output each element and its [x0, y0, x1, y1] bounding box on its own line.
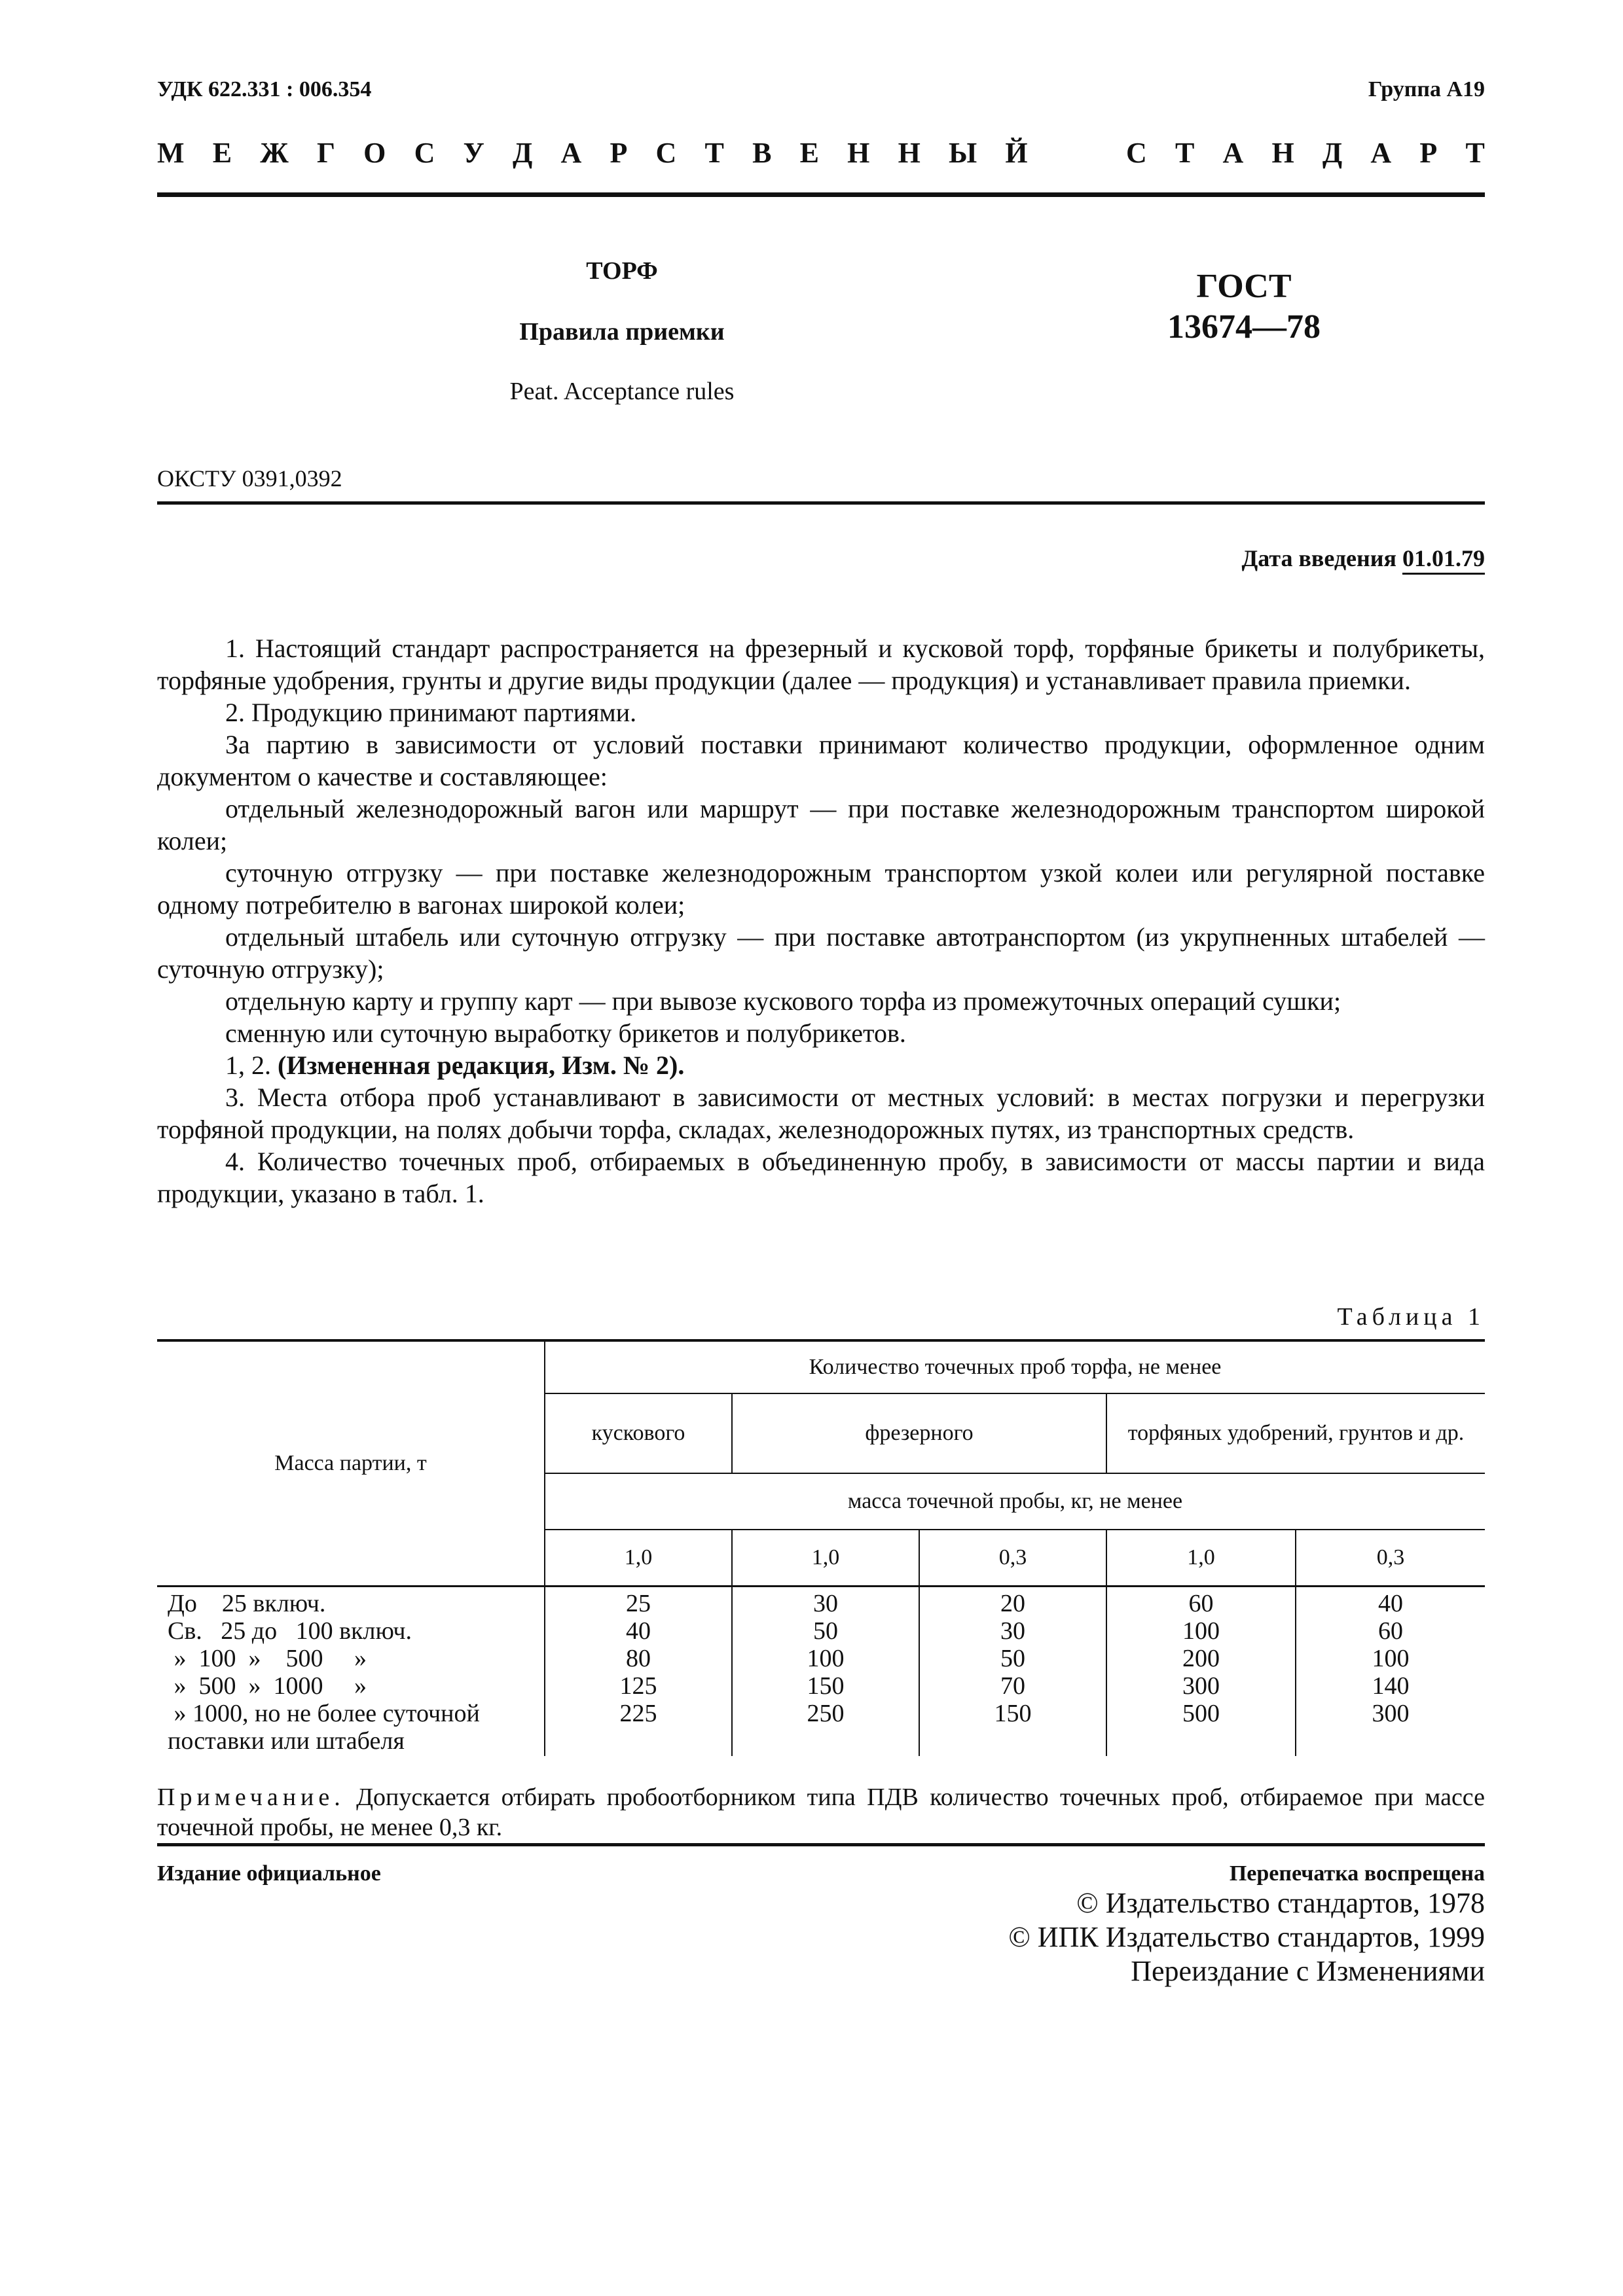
value: 300 [1182, 1672, 1220, 1700]
body-text [157, 632, 1485, 1210]
value: 50 [813, 1617, 838, 1645]
mass-cell [157, 1586, 545, 1756]
gost-label: ГОСТ [1196, 268, 1292, 305]
letter: Т [1465, 137, 1485, 169]
reissue-note: Переиздание с Изменениями [1131, 1955, 1485, 1987]
group-code: Группа А19 [1368, 77, 1485, 101]
paragraph [157, 1049, 1485, 1081]
mass-row-label: » 1000, но не более суточной [168, 1699, 480, 1727]
paragraph: 2. Продукцию принимают партиями. [225, 698, 637, 727]
letter: С [1126, 137, 1147, 169]
mass-row-label: » 100 » 500 » [168, 1644, 367, 1672]
value: 150 [807, 1672, 845, 1700]
word-gap [1056, 136, 1098, 170]
note-label: Примечание. [157, 1784, 345, 1811]
introduction-date-value: 01.01.79 [1402, 545, 1485, 575]
letter: О [363, 137, 386, 169]
paragraph: 4. Количество точечных проб, отбираемых в объединенную пробу, в зависимости от массы партии и вида продукции, указано в табл. 1. [157, 1147, 1485, 1208]
paragraph: 3. Места отбора проб устанавливают в зависимости от местных условий: в местах погрузки и перегрузки торфяной продукции, на полях добычи торфа, складах, железнодорожных путях, из транспортных средств. [157, 1083, 1485, 1144]
value: 125 [619, 1672, 657, 1700]
introduction-date-label: Дата введения [1241, 545, 1396, 571]
value: 100 [807, 1644, 845, 1672]
letter: Й [1005, 137, 1028, 169]
copyright-line: © ИПК Издательство стандартов, 1999 [1008, 1921, 1485, 1953]
letter: С [414, 137, 435, 169]
value: 40 [626, 1617, 651, 1645]
value: 60 [1188, 1589, 1214, 1617]
value: 30 [813, 1589, 838, 1617]
sample-mass-header: масса точечной пробы, кг, не менее [545, 1473, 1485, 1530]
document-title-english: Peat. Acceptance rules [509, 378, 735, 405]
value: 100 [1372, 1644, 1410, 1672]
value: 100 [1182, 1617, 1220, 1645]
letter: Т [1175, 137, 1195, 169]
letter: М [157, 137, 185, 169]
value: 60 [1378, 1617, 1403, 1645]
amendment-note: (Измененная редакция, Изм. № 2). [278, 1050, 685, 1080]
value: 50 [1000, 1644, 1025, 1672]
interstate-standard-heading [157, 136, 1485, 170]
fertilizer-header: торфяных удобрений, грунтов и др. [1106, 1393, 1485, 1473]
value: 20 [1000, 1589, 1025, 1617]
letter: Н [847, 137, 870, 169]
table-note [157, 1782, 1485, 1842]
sampling-table [157, 1339, 1485, 1756]
letter: В [752, 137, 772, 169]
letter: Р [1419, 137, 1438, 169]
value: 140 [1372, 1672, 1410, 1700]
letter: А [1370, 137, 1392, 169]
value: 25 [626, 1589, 651, 1617]
amendment-prefix: 1, 2. [225, 1050, 271, 1080]
value: 200 [1182, 1644, 1220, 1672]
letter: Н [1271, 137, 1294, 169]
letter: Д [1322, 137, 1343, 169]
mass-row-label: До 25 включ. [168, 1589, 326, 1617]
letter: У [463, 137, 484, 169]
mass-row-label: поставки или штабеля [168, 1727, 405, 1755]
okstu-code: ОКСТУ 0391,0392 [157, 465, 342, 492]
paragraph: 1. Настоящий стандарт распространяется на фрезерный и кусковой торф, торфяные брикеты и полубрикеты, торфяные удобрения, грунты и другие виды продукции (далее — продукция) и устанавливает правила приемки. [157, 634, 1485, 695]
milled-peat-header: фрезерного [732, 1393, 1106, 1473]
letter: А [1222, 137, 1244, 169]
sample-mass-value: 1,0 [1106, 1530, 1296, 1586]
letter: Т [704, 137, 724, 169]
fert-1-values-cell [1106, 1586, 1296, 1756]
value: 30 [1000, 1617, 1025, 1645]
paragraph: сменную или суточную выработку брикетов и полубрикетов. [225, 1018, 906, 1048]
letter: Г [316, 137, 335, 169]
value: 225 [619, 1699, 657, 1727]
footer-rule [157, 1843, 1485, 1846]
paragraph: отдельную карту и группу карт — при вывозе кускового торфа из промежуточных операций сушки; [225, 986, 1341, 1016]
paragraph: отдельный железнодорожный вагон или маршрут — при поставке железнодорожным транспортом широкой колеи; [157, 794, 1485, 855]
mass-row-label: Св. 25 до 100 включ. [168, 1617, 412, 1645]
value: 500 [1182, 1699, 1220, 1727]
letter: Ж [260, 137, 289, 169]
value: 80 [626, 1644, 651, 1672]
table-caption: Таблица 1 [1337, 1303, 1485, 1331]
paragraph: суточную отгрузку — при поставке железнодорожным транспортом узкой колеи или регулярной поставке одному потребителю в вагонах широкой колеи; [157, 858, 1485, 920]
letter: Е [799, 137, 819, 169]
sample-mass-value: 0,3 [1296, 1530, 1485, 1586]
okstu-rule [157, 501, 1485, 505]
value: 40 [1378, 1589, 1403, 1617]
lump-peat-header: кускового [545, 1393, 732, 1473]
letter: Н [898, 137, 921, 169]
letter: Е [212, 137, 232, 169]
copyright-line: © Издательство стандартов, 1978 [1076, 1887, 1485, 1919]
document-subtitle: Правила приемки [519, 318, 725, 346]
mass-column-header: Масса партии, т [157, 1340, 545, 1586]
value: 250 [807, 1699, 845, 1727]
official-edition-label: Издание официальное [157, 1861, 381, 1886]
letter: Д [513, 137, 533, 169]
fert-03-values-cell [1296, 1586, 1485, 1756]
value: 150 [994, 1699, 1032, 1727]
sample-mass-value: 1,0 [545, 1530, 732, 1586]
letter: С [655, 137, 677, 169]
footer-copyright-block [1008, 1861, 1485, 1988]
value: 70 [1000, 1672, 1025, 1700]
introduction-date [1242, 545, 1486, 572]
paragraph: За партию в зависимости от условий поставки принимают количество продукции, оформленное одним документом о качестве и составляющее: [157, 730, 1485, 791]
paragraph: отдельный штабель или суточную отгрузку — при поставке автотранспортом (из укрупненных штабелей — суточную отгрузку); [157, 922, 1485, 984]
letter: Р [610, 137, 628, 169]
milled-1-values-cell [732, 1586, 919, 1756]
note-text: Допускается отбирать пробоотборником типа ПДВ количество точечных проб, отбираемое при массе точечной пробы, не менее 0,3 кг. [157, 1784, 1486, 1841]
milled-03-values-cell [919, 1586, 1106, 1756]
header-rule [157, 192, 1485, 197]
value: 300 [1372, 1699, 1410, 1727]
mass-row-label: » 500 » 1000 » [168, 1672, 367, 1700]
letter: А [560, 137, 582, 169]
document-title: ТОРФ [586, 257, 658, 285]
sample-mass-value: 0,3 [919, 1530, 1106, 1586]
lump-values-cell [545, 1586, 732, 1756]
letter: Ы [949, 137, 977, 169]
count-header: Количество точечных проб торфа, не менее [545, 1340, 1485, 1393]
gost-number: 13674—78 [1167, 308, 1321, 346]
udk-code: УДК 622.331 : 006.354 [157, 77, 372, 101]
reprint-notice: Перепечатка воспрещена [1229, 1861, 1485, 1886]
sample-mass-value: 1,0 [732, 1530, 919, 1586]
